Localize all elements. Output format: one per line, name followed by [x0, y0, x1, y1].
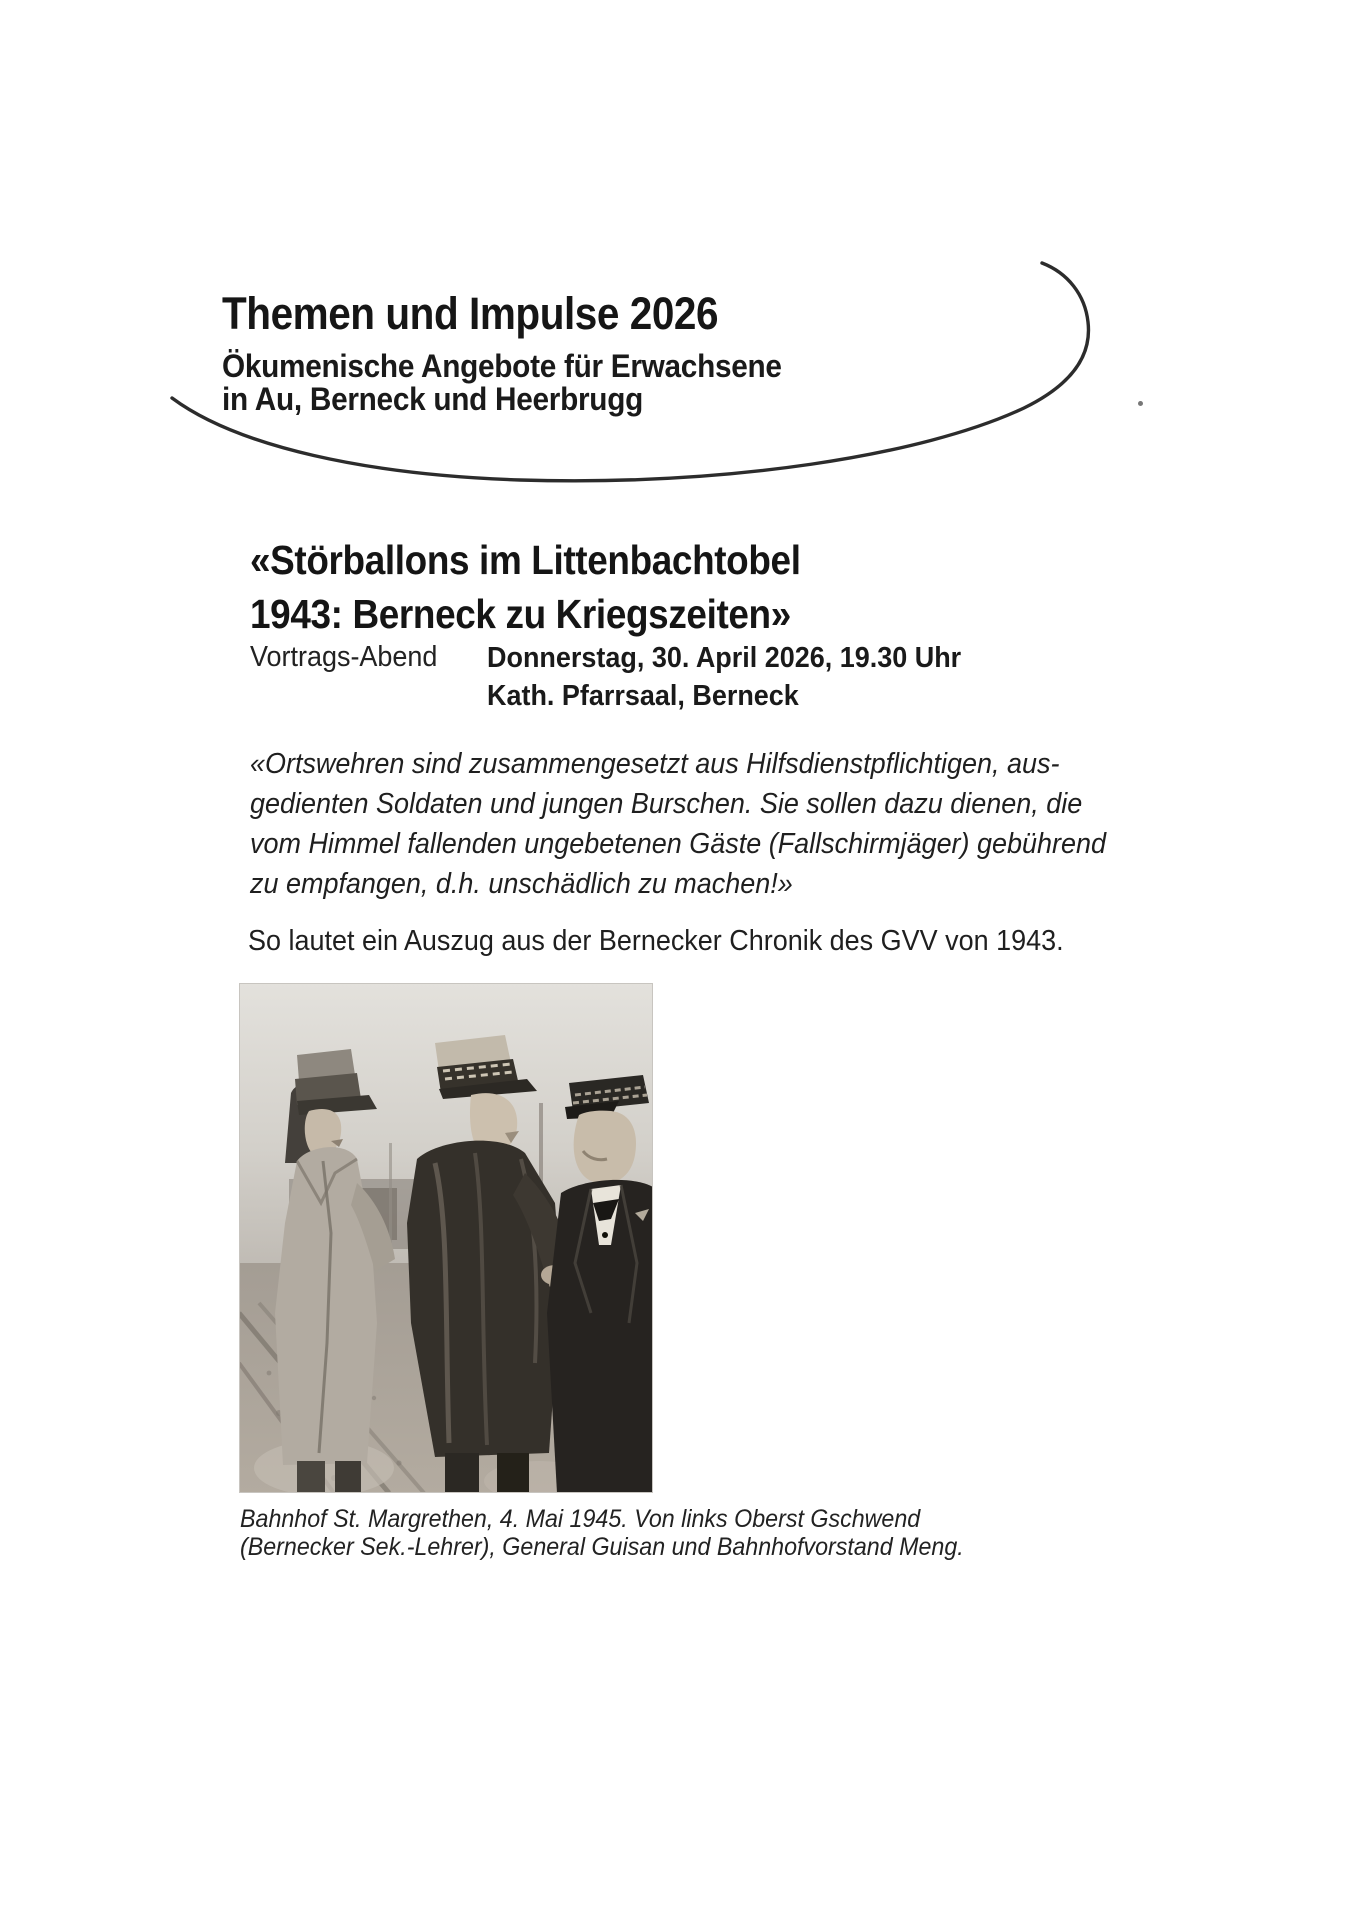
photo-caption-line2: (Bernecker Sek.-Lehrer), General Guisan und Bahnhofvorstand Meng. — [240, 1533, 964, 1561]
header-subtitle-line1: Ökumenische Angebote für Erwachsene — [222, 348, 782, 384]
source-note: So lautet ein Auszug aus der Bernecker Chronik des GVV von 1943. — [248, 925, 1064, 957]
historic-photo — [239, 983, 653, 1493]
event-type-label: Vortrags-Abend — [250, 641, 438, 673]
photo-caption-line1: Bahnhof St. Margrethen, 4. Mai 1945. Von links Oberst Gschwend — [240, 1505, 921, 1533]
event-location: Kath. Pfarrsaal, Berneck — [487, 680, 799, 712]
scan-speck — [1138, 401, 1143, 406]
event-datetime: Donnerstag, 30. April 2026, 19.30 Uhr — [487, 642, 962, 674]
historic-photo-image — [239, 983, 653, 1493]
event-title-line2: 1943: Berneck zu Kriegszeiten» — [250, 591, 791, 637]
quote-line: vom Himmel fallenden ungebetenen Gäste (Fallschirmjäger) gebührend — [250, 828, 1107, 860]
quote-line: zu empfangen, d.h. unschädlich zu machen!» — [250, 868, 793, 900]
quote-line: gedienten Soldaten und jungen Burschen. Sie sollen dazu dienen, die — [250, 788, 1083, 820]
page-title: Themen und Impulse 2026 — [222, 288, 719, 339]
header-subtitle-line2: in Au, Berneck und Heerbrugg — [222, 381, 644, 417]
event-title-line1: «Störballons im Littenbachtobel — [250, 537, 801, 583]
quote-line: «Ortswehren sind zusammengesetzt aus Hilfsdienstpflichtigen, aus- — [250, 748, 1060, 780]
